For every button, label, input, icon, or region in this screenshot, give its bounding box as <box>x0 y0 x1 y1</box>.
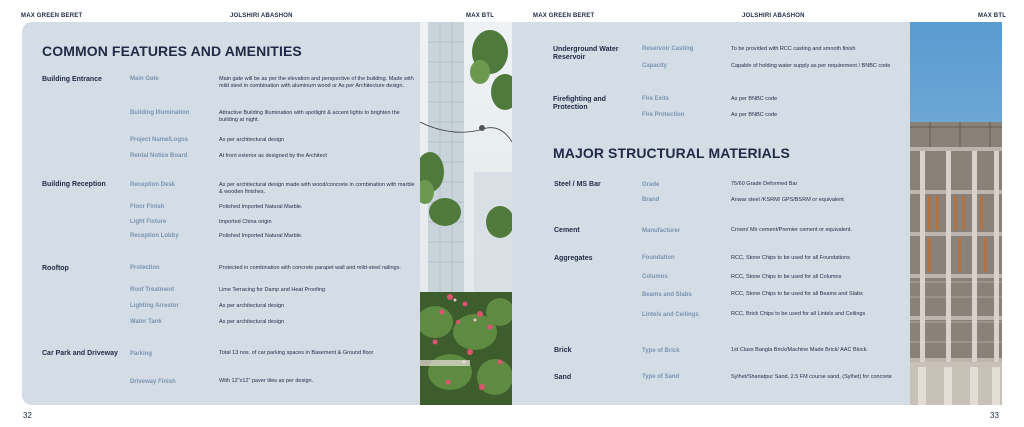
item-description: Capable of holding water supply as per requirement / BNBC code <box>731 63 891 69</box>
page-number-right: 33 <box>990 411 999 420</box>
item-label: Reception Lobby <box>130 233 179 239</box>
item-label: Water Tank <box>130 319 162 325</box>
item-description: As per BNBC code <box>731 96 778 102</box>
category-steel: Steel / MS Bar <box>554 181 601 188</box>
item-label: Foundation <box>642 255 675 261</box>
item-label: Brand <box>642 197 660 203</box>
item-label: Fire Protection <box>642 112 685 118</box>
item-description: Lime Terracing for Damp and Heat Proofing <box>219 287 325 293</box>
item-label: Protection <box>130 265 160 271</box>
structural-materials-title: MAJOR STRUCTURAL MATERIALS <box>553 145 790 161</box>
item-description: To be provided with RCC casting and smooth finish <box>731 46 856 52</box>
item-description: Protected in combination with concrete parapet wall and mild-steel railings. <box>219 265 401 271</box>
item-label: Driveway Finish <box>130 379 176 385</box>
item-description: As per BNBC code <box>731 112 778 118</box>
item-label: Roof Treatment <box>130 287 175 293</box>
item-description: 1st Class Bangla Brick/Machine Made Brick/ AAC Block. <box>731 347 868 353</box>
item-label: Lighting Arrestor <box>130 303 179 309</box>
common-features-title: COMMON FEATURES AND AMENITIES <box>42 43 302 59</box>
item-description: Polished Imported Natural Marble. <box>219 204 303 210</box>
category-cement: Cement <box>554 227 580 234</box>
category-rooftop: Rooftop <box>42 265 69 272</box>
item-label: Grade <box>642 182 660 188</box>
item-description: Anwar steel /KSRM/ GPS/BSRM or equivalent <box>731 197 844 203</box>
category-building-entrance: Building Entrance <box>42 76 102 83</box>
item-description: As per architectural design made with wood/concrete in combination with marble & wooden finishes. <box>219 182 415 195</box>
page-number-left: 32 <box>23 411 32 420</box>
item-label: Light Fixture <box>130 219 167 225</box>
header-brand-left: MAX BTL <box>466 13 495 19</box>
header-location-right: JOLSHIRI ABASHON <box>742 13 805 19</box>
item-description: RCC, Brick Chips to be used for all Lintels and Ceilings <box>731 311 866 317</box>
item-label: Project Name/Logos <box>130 137 189 143</box>
item-description: RCC, Stone Chips to be used for all Beams and Slabs <box>731 291 863 297</box>
item-label: Floor Finish <box>130 204 165 210</box>
item-label: Lintels and Ceilings <box>642 312 699 318</box>
category-underground-reservoir: Underground Water Reservoir <box>553 46 619 61</box>
header-project-left: MAX GREEN BERET <box>21 13 83 19</box>
item-label: Reservoir Casting <box>642 46 694 52</box>
item-description: RCC, Stone Chips to be used for all Columns <box>731 274 842 280</box>
city-garden-photo <box>420 22 512 405</box>
item-label: Type of Sand <box>642 374 680 380</box>
header-project-right: MAX GREEN BERET <box>533 13 595 19</box>
item-description: 75/60 Grade Deformed Bar <box>731 181 798 187</box>
item-description: At front exterior as designed by the Architect <box>219 153 327 159</box>
category-sand: Sand <box>554 374 572 381</box>
item-label: Parking <box>130 351 153 357</box>
category-aggregates: Aggregates <box>554 255 593 262</box>
header-brand-right: MAX BTL <box>978 13 1007 19</box>
item-description: As per architectural design <box>219 319 285 325</box>
item-label: Rental Notice Board <box>130 153 188 159</box>
construction-site-photo <box>910 22 1002 405</box>
item-description: Attractive Building Illumination with spotlight & accent lights to brighten the building at night. <box>219 110 400 123</box>
item-description: As per architectural design <box>219 137 285 143</box>
item-description: RCC, Stone Chips to be used for all Foundations <box>731 255 850 261</box>
item-description: Sylhet/Shariatpur Sand, 2.5 FM course sand, (Sylhet) for concrete <box>731 374 892 380</box>
item-description: Polished Imported Natural Marble. <box>219 233 303 239</box>
item-description: Imported China origin <box>219 219 272 225</box>
item-label: Reception Desk <box>130 182 176 188</box>
item-label: Manufacturer <box>642 228 681 234</box>
item-label: Type of Brick <box>642 348 680 354</box>
item-label: Beams and Slabs <box>642 292 692 298</box>
item-description: Crown/ Mir cement/Premier cement or equivalent. <box>731 227 853 233</box>
item-description: Main gate will be as per the elevation and perspective of the building. Made with mild steel in combination with aluminum wood or As per Architecture design. <box>219 76 414 89</box>
item-label: Capacity <box>642 63 668 69</box>
category-brick: Brick <box>554 347 572 354</box>
item-description: Total 13 nos. of car parking spaces in Basement & Ground floor <box>219 350 374 356</box>
item-description: With 12"x12" paver tiles as per design. <box>219 378 314 384</box>
item-label: Building Illumination <box>130 110 190 116</box>
category-firefighting: Firefighting and Protection <box>553 96 606 111</box>
item-label: Main Gate <box>130 76 159 82</box>
item-description: As per architectural design <box>219 303 285 309</box>
category-building-reception: Building Reception <box>42 181 106 188</box>
header-location-left: JOLSHIRI ABASHON <box>230 13 293 19</box>
item-label: Columns <box>642 274 668 280</box>
item-label: Fire Exits <box>642 96 670 102</box>
category-car-park: Car Park and Driveway <box>42 350 118 357</box>
